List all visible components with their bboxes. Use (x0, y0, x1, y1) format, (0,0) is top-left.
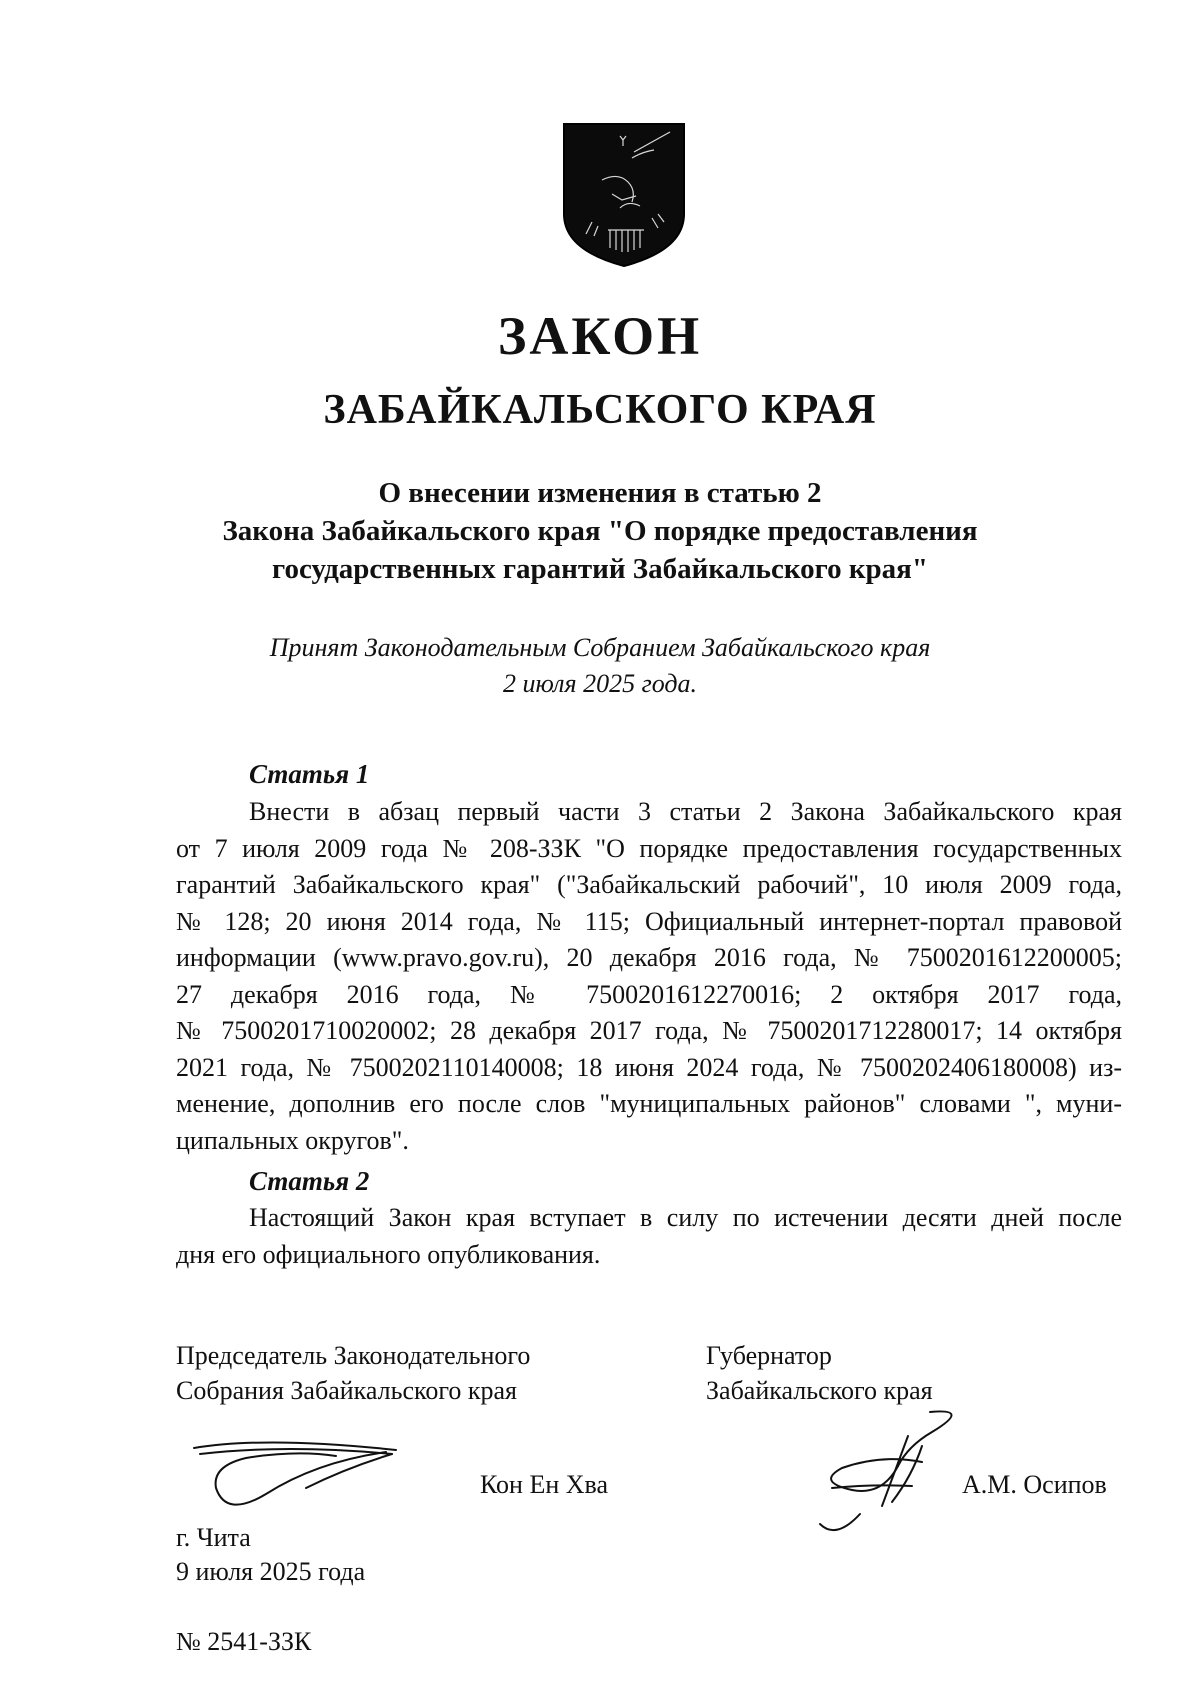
text-line: информации (www.pravo.gov.ru), 20 декабря 2016 года, № 7500201612200005; (176, 943, 1122, 972)
text-line: дня его официального опубликования. (176, 1239, 601, 1269)
governor-name: А.М. Осипов (962, 1470, 1107, 1499)
article-2-body (176, 1200, 1122, 1273)
law-title: ЗАКОН (497, 306, 703, 366)
governor-signature (812, 1406, 982, 1546)
article-1-body (176, 794, 1122, 1159)
text-line: Внести в абзац первый части 3 статьи 2 Закона Забайкальского края (249, 797, 1122, 826)
chairman-title (176, 1338, 530, 1408)
text-line: Настоящий Закон края вступает в силу по истечении десяти дней после (249, 1203, 1122, 1232)
governor-title-line: Губернатор (706, 1341, 832, 1370)
text-line: № 7500201710020002; 28 декабря 2017 года, № 7500201712280017; 14 октября (176, 1016, 1122, 1045)
text-line: ципальных округов". (176, 1125, 409, 1155)
text-line: 27 декабря 2016 года, № 7500201612270016; 2 октября 2017 года, (176, 979, 1122, 1009)
law-number: № 2541-ЗЗК (176, 1627, 312, 1656)
chairman-name: Кон Ен Хва (480, 1470, 609, 1499)
adoption-line: Принят Законодательным Собранием Забайкальского края (269, 633, 931, 662)
article-1-heading: Статья 1 (249, 759, 370, 789)
signing-date: 9 июля 2025 года (176, 1557, 366, 1586)
city: г. Чита (176, 1523, 251, 1552)
adoption-note (0, 630, 1200, 702)
text-line: № 128; 20 июня 2014 года, № 115; Официальный интернет-портал правовой (176, 906, 1122, 936)
adoption-date: 2 июля 2025 года. (502, 669, 698, 698)
governor-title-line: Забайкальского края (706, 1376, 933, 1405)
chairman-signature (186, 1428, 406, 1520)
text-line: 2021 года, № 7500202110140008; 18 июня 2024 года, № 7500202406180008) из- (176, 1052, 1122, 1082)
coat-of-arms-icon (562, 122, 686, 268)
governor-title (706, 1338, 933, 1408)
text-line: от 7 июля 2009 года № 208-ЗЗК "О порядке предоставления государственных (176, 833, 1122, 863)
article-2-heading: Статья 2 (249, 1166, 370, 1196)
subject-line: О внесении изменения в статью 2 (378, 477, 822, 509)
law-subject (0, 474, 1200, 588)
chairman-title-line: Председатель Законодательного (176, 1341, 531, 1370)
text-line: гарантий Забайкальского края" ("Забайкальский рабочий", 10 июля 2009 года, (176, 870, 1122, 899)
chairman-title-line: Собрания Забайкальского края (176, 1376, 517, 1405)
region-title: ЗАБАЙКАЛЬСКОГО КРАЯ (323, 387, 877, 433)
text-line: менение, дополнив его после слов "муниципальных районов" словами ", муни- (176, 1089, 1122, 1118)
subject-line: Закона Забайкальского края "О порядке предоставления (222, 515, 978, 547)
subject-line: государственных гарантий Забайкальского края" (272, 553, 928, 585)
